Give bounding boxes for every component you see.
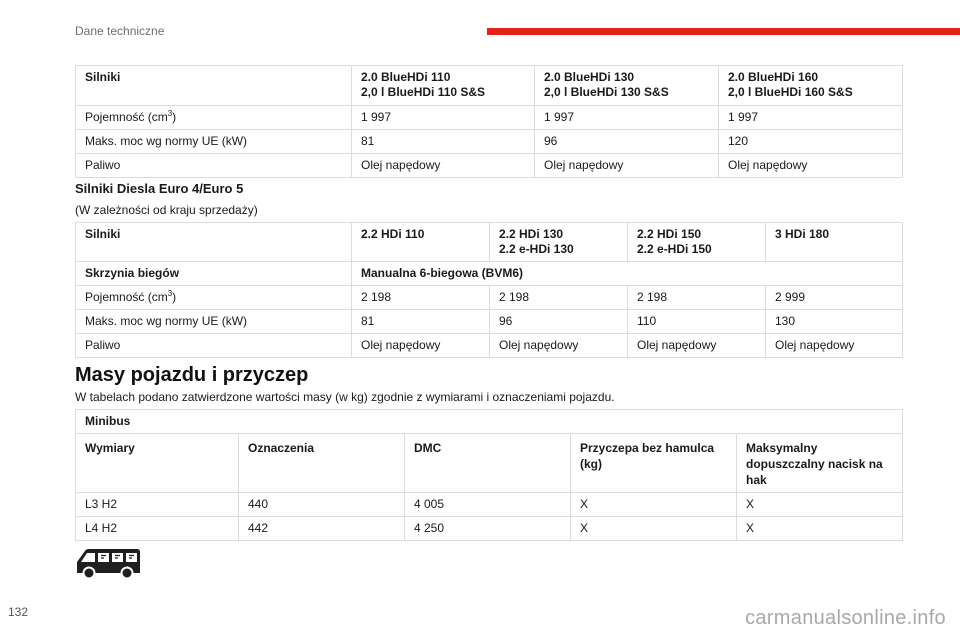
row-label: Maks. moc wg normy UE (kW) (76, 130, 352, 154)
table-row (76, 517, 903, 541)
header-cell: Wymiary (76, 434, 239, 493)
header-cell: Silniki (76, 223, 352, 262)
page-number: 132 (8, 605, 29, 619)
row-label: Paliwo (76, 334, 352, 358)
table-cell: L4 H2 (76, 517, 239, 541)
header-cell (490, 223, 628, 262)
header-cell: Przyczepa bez hamulca (kg) (571, 434, 737, 493)
table-row (76, 106, 903, 130)
table-header-row (76, 223, 903, 262)
header-cell: 3 HDi 180 (766, 223, 903, 262)
header-cell: Oznaczenia (239, 434, 405, 493)
table-cell: 4 005 (405, 493, 571, 517)
header-line: 2.0 BlueHDi 130 2,0 l BlueHDi 130 S&S (544, 70, 669, 99)
table-cell: X (737, 517, 903, 541)
header-cell (628, 223, 766, 262)
header-line: 2.0 BlueHDi 160 2,0 l BlueHDi 160 S&S (728, 70, 853, 99)
table-header-row (76, 434, 903, 493)
table-cell: 2 198 (490, 286, 628, 310)
table-cell: 2 198 (352, 286, 490, 310)
minibus-icon (75, 546, 141, 580)
minibus-masses-table (75, 409, 903, 541)
table-row (76, 334, 903, 358)
table-cell: 2 999 (766, 286, 903, 310)
table-row (76, 130, 903, 154)
header-cell: DMC (405, 434, 571, 493)
gearbox-row (76, 262, 903, 286)
table-cell: 96 (490, 310, 628, 334)
table-cell: Olej napędowy (352, 334, 490, 358)
table-cell: 81 (352, 310, 490, 334)
header-cell: Silniki (76, 66, 352, 106)
header-cell: Maksymalny dopuszczalny nacisk na hak (737, 434, 903, 493)
table-cell: Olej napędowy (719, 154, 903, 178)
row-label: Maks. moc wg normy UE (kW) (76, 310, 352, 334)
masses-heading: Masy pojazdu i przyczep (75, 364, 309, 386)
table-cell: 2 198 (628, 286, 766, 310)
table-cell: Manualna 6-biegowa (BVM6) (352, 262, 903, 286)
row-label: Pojemność $(cm^3)$ (76, 286, 352, 310)
row-label: Paliwo (76, 154, 352, 178)
bluehdi-engines-table (75, 65, 903, 178)
table-cell: 442 (239, 517, 405, 541)
table-title-row (76, 410, 903, 434)
table-cell: Olej napędowy (766, 334, 903, 358)
row-label: Skrzynia biegów (76, 262, 352, 286)
header-line: 2.2 HDi 130 2.2 e-HDi 130 (499, 227, 574, 256)
table-row (76, 286, 903, 310)
table-cell: X (571, 493, 737, 517)
header-cell (535, 66, 719, 106)
table-cell: 1 997 (535, 106, 719, 130)
table-cell: 110 (628, 310, 766, 334)
table-cell: L3 H2 (76, 493, 239, 517)
table-cell: 1 997 (352, 106, 535, 130)
table-cell: Olej napędowy (352, 154, 535, 178)
table-cell: 4 250 (405, 517, 571, 541)
table-cell: X (737, 493, 903, 517)
table-cell: Olej napędowy (535, 154, 719, 178)
section-note: (W zależności od kraju sprzedaży) (75, 203, 258, 217)
header-cell: 2.2 HDi 110 (352, 223, 490, 262)
table-cell: X (571, 517, 737, 541)
section-title: Silniki Diesla Euro 4/Euro 5 (75, 181, 244, 196)
table-header-row (76, 66, 903, 106)
table-title: Minibus (76, 410, 903, 434)
table-cell: 1 997 (719, 106, 903, 130)
table-cell: Olej napędowy (490, 334, 628, 358)
table-cell: 81 (352, 130, 535, 154)
header-cell (719, 66, 903, 106)
header-title: Dane techniczne (75, 24, 165, 38)
table-cell: 120 (719, 130, 903, 154)
table-row (76, 310, 903, 334)
header-line: 2.0 BlueHDi 110 2,0 l BlueHDi 110 S&S (361, 70, 486, 99)
table-row (76, 493, 903, 517)
watermark: carmanualsonline.info (745, 607, 946, 629)
table-cell: Olej napędowy (628, 334, 766, 358)
masses-note: W tabelach podano zatwierdzone wartości masy (w kg) zgodnie z wymiarami i oznaczeniami pojazdu. (75, 390, 615, 404)
table-cell: 130 (766, 310, 903, 334)
header-line: 2.2 HDi 150 2.2 e-HDi 150 (637, 227, 712, 256)
table-cell: 440 (239, 493, 405, 517)
header-cell (352, 66, 535, 106)
table-cell: 96 (535, 130, 719, 154)
superscript: 3 (167, 289, 173, 298)
row-label: Pojemność $(cm^3)$ (76, 106, 352, 130)
superscript: 3 (167, 109, 173, 118)
table-row (76, 154, 903, 178)
header-accent-bar (487, 28, 960, 35)
hdi-engines-table (75, 222, 903, 358)
